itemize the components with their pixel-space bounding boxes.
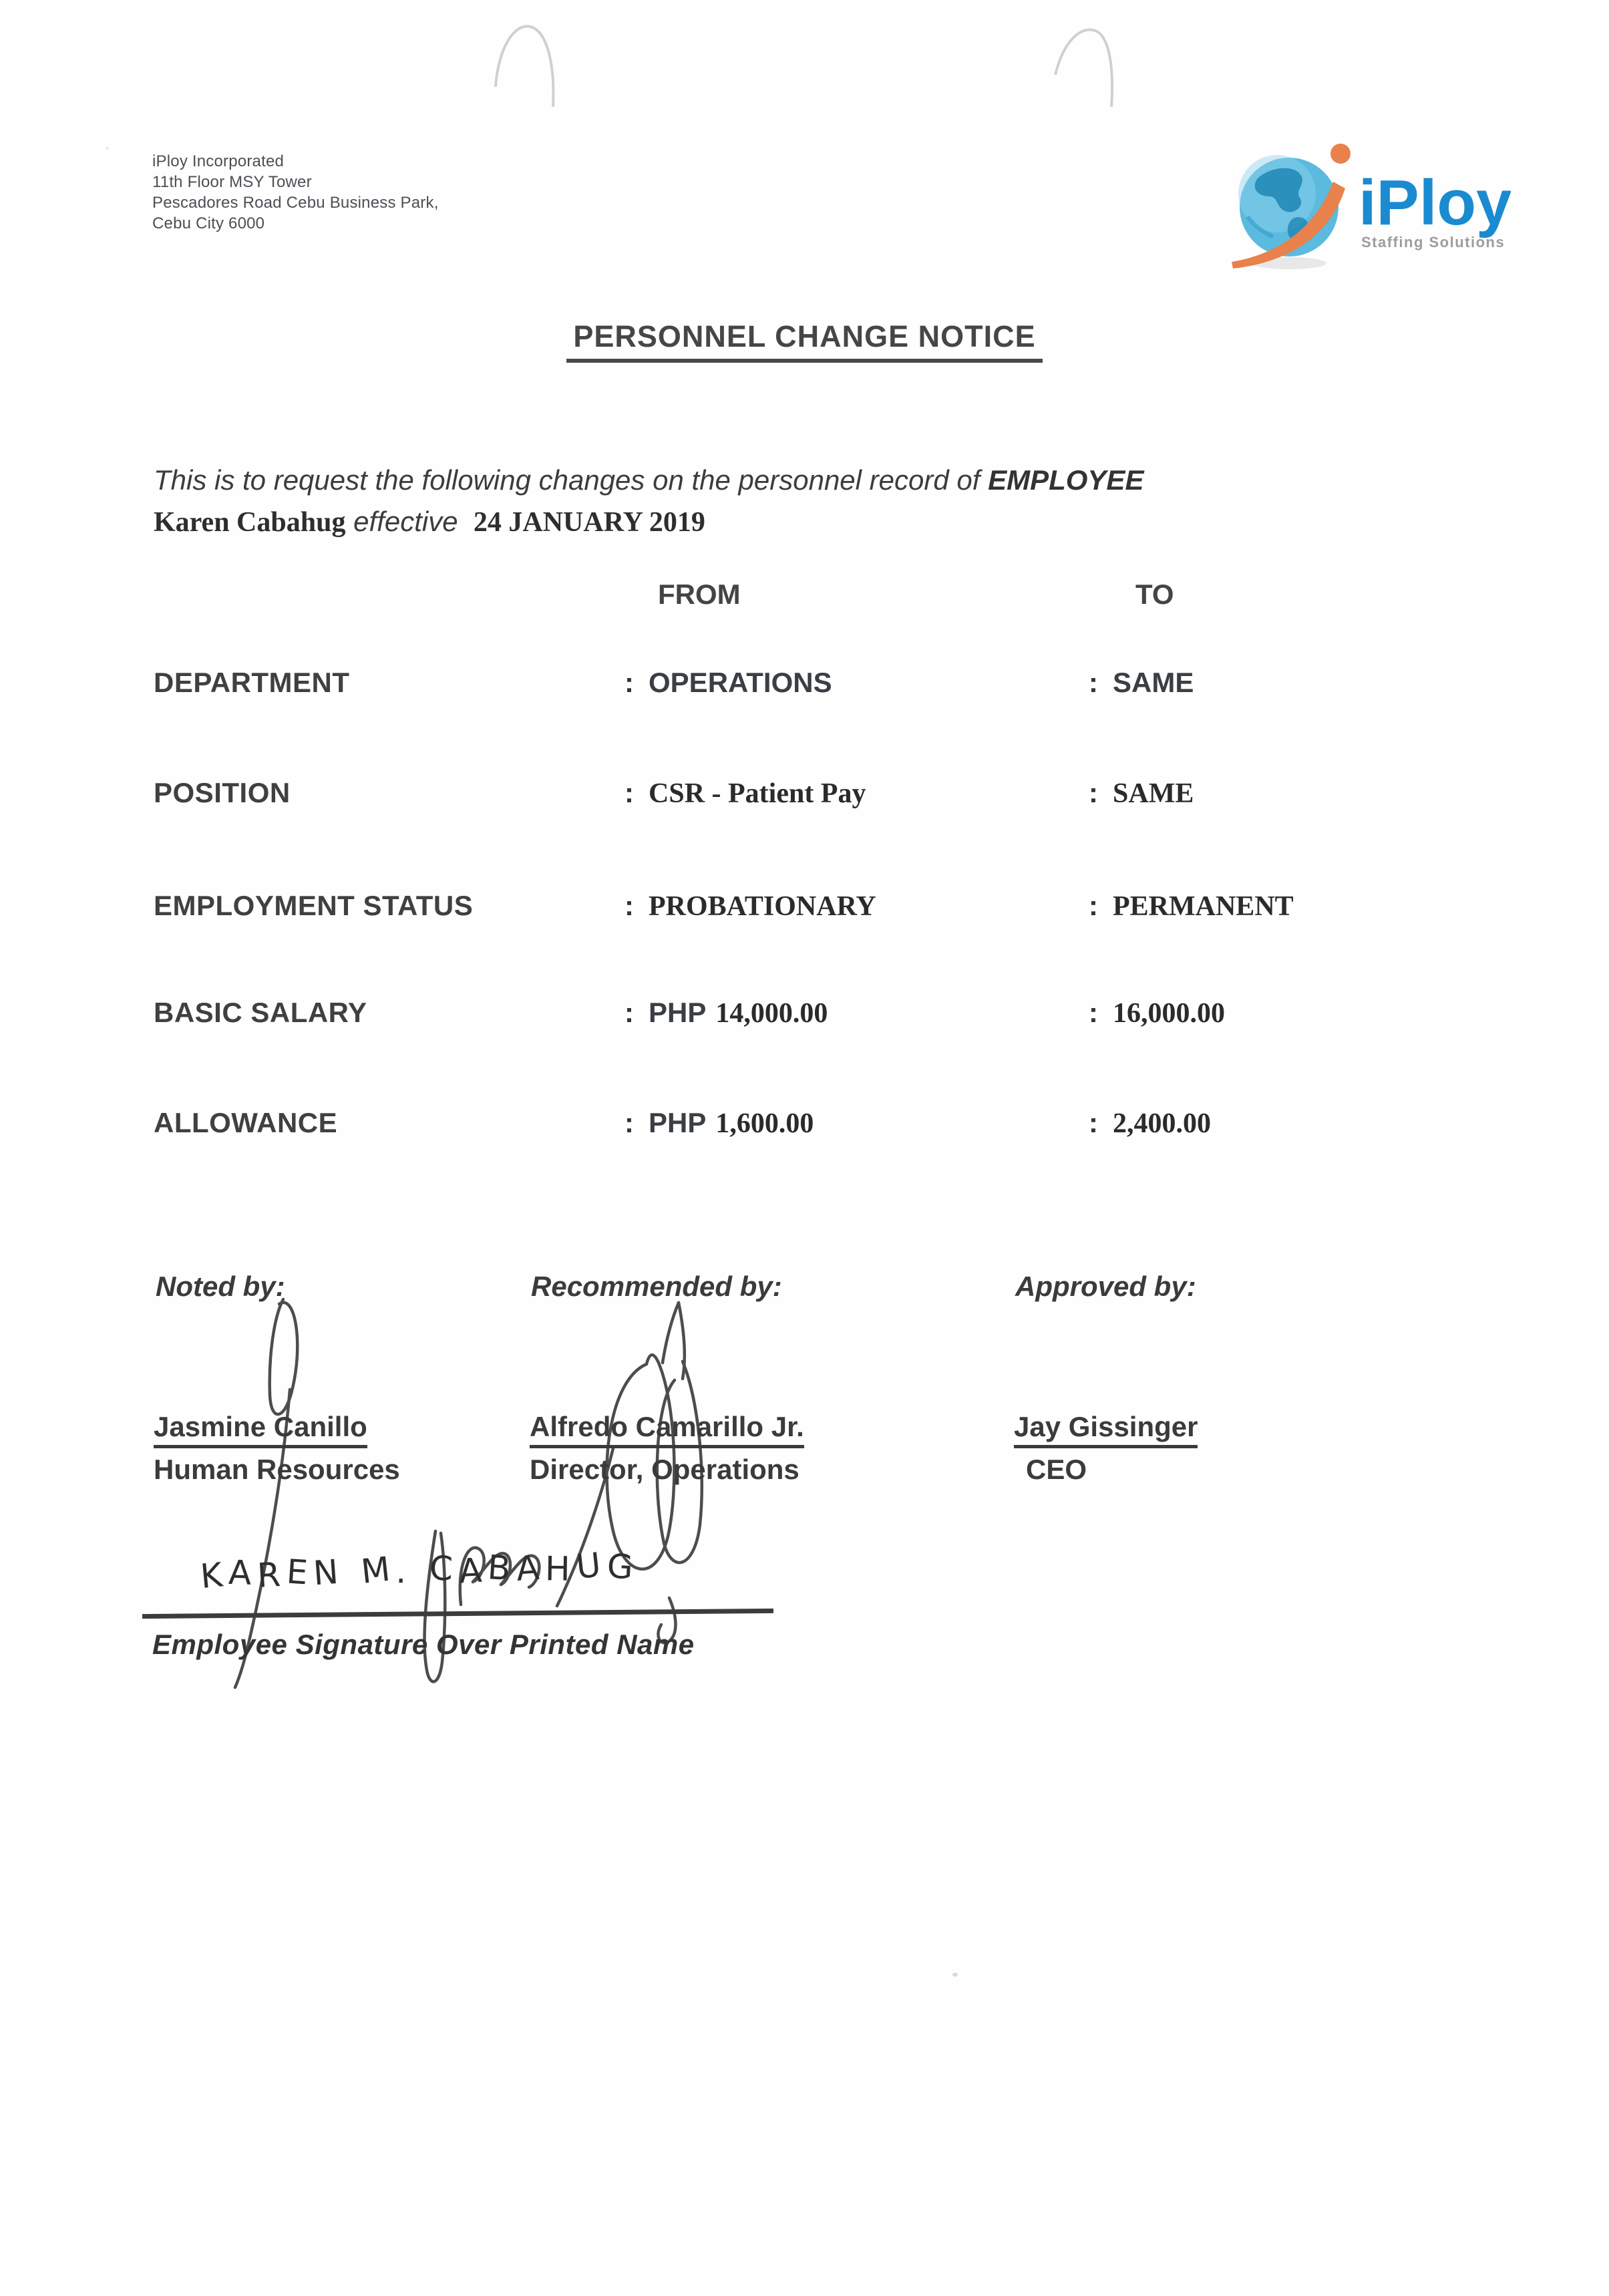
colon: : xyxy=(624,1107,634,1138)
colon: : xyxy=(624,667,634,698)
row-label: BASIC SALARY xyxy=(154,997,367,1028)
approved-by-name: Jay Gissinger xyxy=(1014,1411,1198,1448)
company-name: iPloy Incorporated xyxy=(152,152,285,170)
currency-code: PHP xyxy=(649,997,707,1028)
row-from-value xyxy=(624,777,866,810)
page-curl-right-icon xyxy=(1055,29,1112,107)
colon: : xyxy=(1089,667,1098,698)
colon: : xyxy=(1089,1107,1098,1138)
table-row-basic-salary xyxy=(0,997,1609,1037)
intro-text: This is to request the following changes on the personnel record of xyxy=(154,464,989,496)
recommended-by-role: Director, Operations xyxy=(530,1454,799,1485)
intro-paragraph xyxy=(154,460,1476,543)
from-value: CSR - Patient Pay xyxy=(649,778,866,809)
to-value: PERMANENT xyxy=(1113,891,1294,922)
row-label: ALLOWANCE xyxy=(154,1107,338,1138)
to-value: 2,400.00 xyxy=(1113,1108,1211,1139)
logo-wordmark: iPloy xyxy=(1359,167,1511,238)
row-from-value xyxy=(624,667,832,699)
noted-by-heading: Noted by: xyxy=(156,1271,285,1302)
to-value: 16,000.00 xyxy=(1113,998,1225,1029)
effective-word: effective xyxy=(345,506,474,537)
table-row-department xyxy=(0,667,1609,707)
row-to-value xyxy=(1089,997,1225,1029)
title-row xyxy=(0,319,1609,363)
address-line: Cebu City 6000 xyxy=(152,214,265,232)
approved-by-role: CEO xyxy=(1026,1454,1087,1485)
colon: : xyxy=(1089,890,1098,921)
colon: : xyxy=(1089,777,1098,808)
effective-date: 24 JANUARY 2019 xyxy=(473,507,705,538)
colon: : xyxy=(624,777,634,808)
from-value: 14,000.00 xyxy=(715,998,828,1029)
row-label: DEPARTMENT xyxy=(154,667,350,698)
to-value: SAME xyxy=(1113,667,1194,698)
row-from-value xyxy=(624,1107,814,1140)
column-header-from: FROM xyxy=(658,579,741,610)
employee-signature-caption: Employee Signature Over Printed Name xyxy=(152,1629,695,1660)
noted-by-name: Jasmine Canillo xyxy=(154,1411,367,1448)
table-row-position xyxy=(0,777,1609,817)
row-from-value xyxy=(624,890,876,923)
from-value: OPERATIONS xyxy=(649,667,832,698)
row-to-value xyxy=(1089,1107,1211,1140)
address-line: Pescadores Road Cebu Business Park, xyxy=(152,194,439,212)
table-row-allowance xyxy=(0,1107,1609,1147)
colon: : xyxy=(1089,997,1098,1028)
row-to-value xyxy=(1089,890,1294,923)
employee-name: Karen Cabahug xyxy=(154,507,346,538)
company-logo xyxy=(1230,132,1511,279)
noted-by-role: Human Resources xyxy=(154,1454,400,1485)
signature-line xyxy=(142,1609,773,1619)
page-curl-left-icon xyxy=(496,26,553,107)
scan-speck xyxy=(952,1973,958,1977)
to-value: SAME xyxy=(1113,778,1194,809)
address-line: 11th Floor MSY Tower xyxy=(152,173,312,191)
signatures-overlay xyxy=(0,1263,1609,1784)
colon: : xyxy=(624,997,634,1028)
logo-tagline: Staffing Solutions xyxy=(1361,234,1505,251)
intro-employee-word: EMPLOYEE xyxy=(988,464,1144,496)
currency-code: PHP xyxy=(649,1107,707,1138)
scan-speck xyxy=(106,147,109,150)
recommended-by-name: Alfredo Camarillo Jr. xyxy=(530,1411,804,1448)
company-address xyxy=(152,151,439,234)
row-to-value xyxy=(1089,667,1194,699)
approved-by-heading: Approved by: xyxy=(1015,1271,1196,1302)
row-from-value xyxy=(624,997,828,1029)
row-to-value xyxy=(1089,777,1194,810)
employee-handwritten-name: KAREN M. CABAHUG xyxy=(198,1544,640,1597)
colon: : xyxy=(624,890,634,921)
row-label: POSITION xyxy=(154,777,291,808)
column-header-to: TO xyxy=(1135,579,1174,610)
from-value: PROBATIONARY xyxy=(649,891,876,922)
recommended-by-heading: Recommended by: xyxy=(531,1271,782,1302)
row-label: EMPLOYMENT STATUS xyxy=(154,890,474,921)
from-value: 1,600.00 xyxy=(715,1108,814,1139)
iploy-logo-graphic xyxy=(1230,132,1511,279)
page-title: PERSONNEL CHANGE NOTICE xyxy=(566,319,1042,363)
table-row-employment-status xyxy=(0,890,1609,930)
